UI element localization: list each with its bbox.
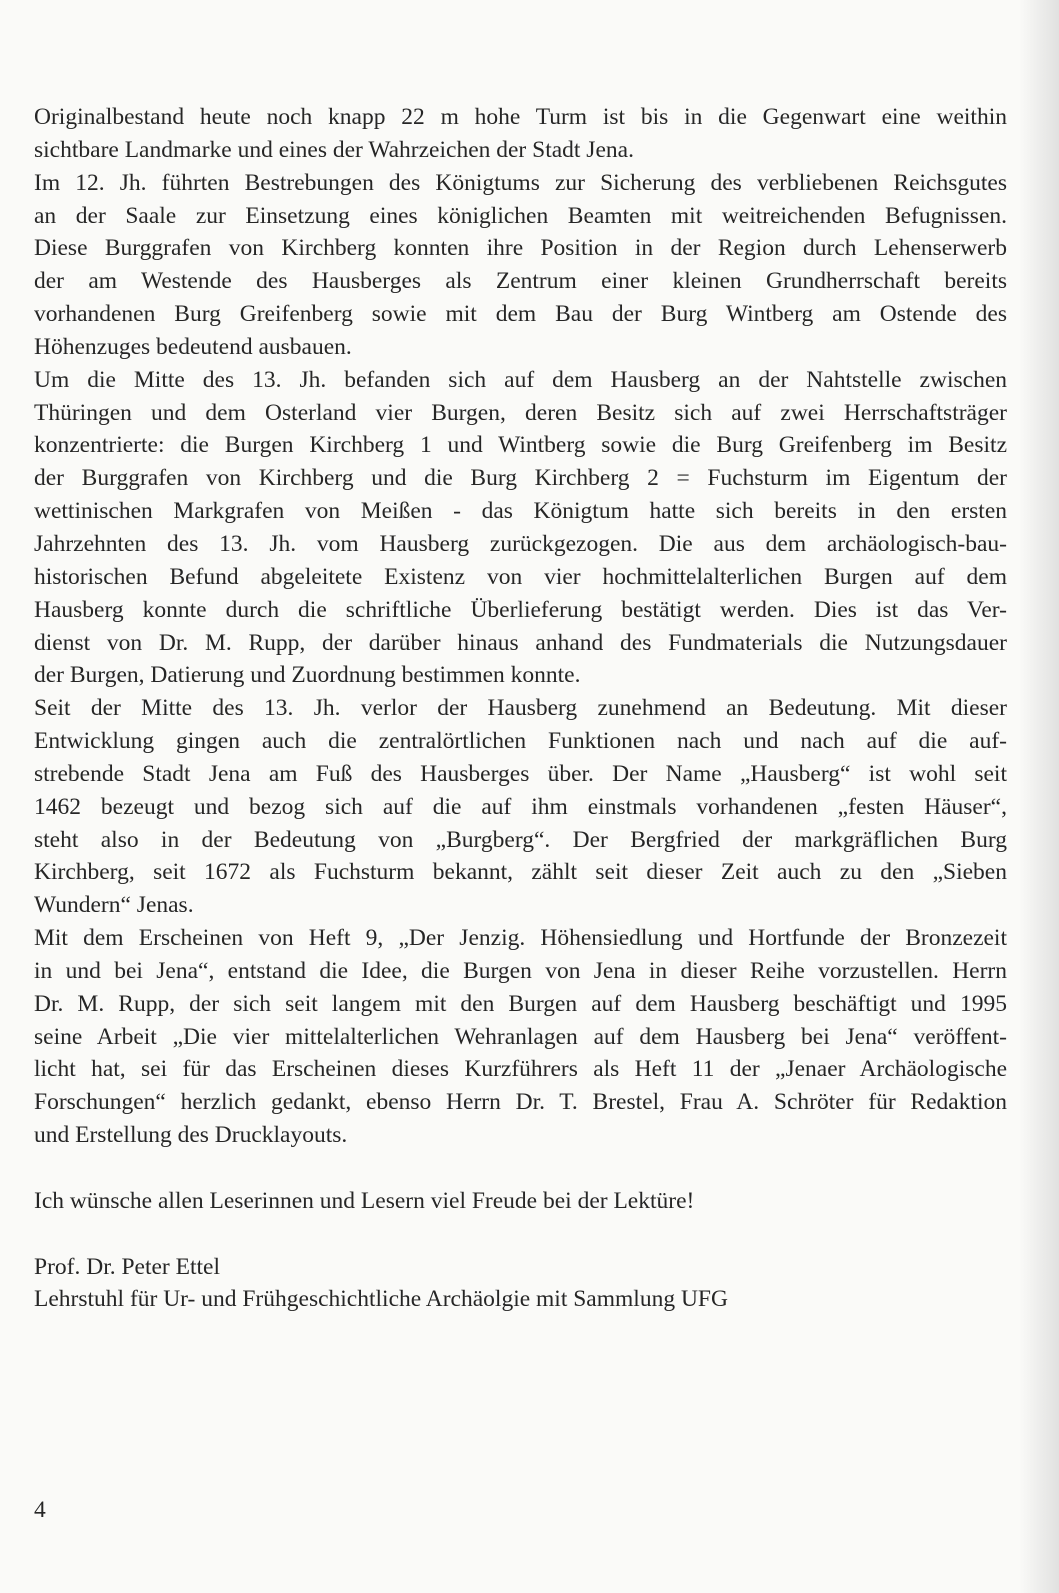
- text-line: Hausberg konnte durch die schriftliche Überlieferung bestätigt werden. Dies ist das Ver-: [34, 596, 1007, 623]
- text-line: an der Saale zur Einsetzung eines königlichen Beamten mit weitreichenden Befugnissen.: [34, 202, 1007, 229]
- text-line: Originalbestand heute noch knapp 22 m hohe Turm ist bis in die Gegenwart eine weithin: [34, 104, 1007, 130]
- paragraph: [34, 167, 1007, 364]
- text-line: konzentrierte: die Burgen Kirchberg 1 und Wintberg sowie die Burg Greifenberg im Besitz: [34, 432, 1007, 459]
- text-line: der Burggrafen von Kirchberg und die Burg Kirchberg 2 = Fuchsturm im Eigentum der: [34, 465, 1007, 492]
- text-line: strebende Stadt Jena am Fuß des Hausberges über. Der Name „Hausberg“ ist wohl seit: [34, 760, 1007, 787]
- closing-line: Ich wünsche allen Leserinnen und Lesern viel Freude bei der Lektüre!: [34, 1187, 695, 1214]
- text-line: Forschungen“ herzlich gedankt, ebenso Herrn Dr. T. Brestel, Frau A. Schröter für Redaktion: [34, 1089, 1007, 1116]
- text-line: wettinischen Markgrafen von Meißen - das Königtum hatte sich bereits in den ersten: [34, 498, 1007, 525]
- text-line: Wundern“ Jenas.: [34, 892, 194, 919]
- text-line: Im 12. Jh. führten Bestrebungen des Königtums zur Sicherung des verbliebenen Reichsgutes: [34, 169, 1007, 196]
- page-number: 4: [34, 1497, 46, 1523]
- text-line: Seit der Mitte des 13. Jh. verlor der Hausberg zunehmend an Bedeutung. Mit dieser: [34, 695, 1007, 722]
- paragraph: [34, 364, 1007, 692]
- signature-name: Prof. Dr. Peter Ettel: [34, 1253, 221, 1280]
- text-line: Jahrzehnten des 13. Jh. vom Hausberg zurückgezogen. Die aus dem archäologisch-bau-: [34, 530, 1007, 557]
- text-line: 1462 bezeugt und bezog sich auf die auf ihm einstmals vorhandenen „festen Häuser“,: [34, 793, 1007, 820]
- text-line: Höhenzuges bedeutend ausbauen.: [34, 333, 352, 360]
- text-line: der am Westende des Hausberges als Zentrum einer kleinen Grundherrschaft bereits: [34, 268, 1007, 295]
- text-line: Mit dem Erscheinen von Heft 9, „Der Jenzig. Höhensiedlung und Hortfunde der Bronzezeit: [34, 925, 1007, 952]
- signature-affiliation: Lehrstuhl für Ur- und Frühgeschichtliche Archäolgie mit Sammlung UFG: [34, 1286, 728, 1313]
- page-body: [34, 101, 1007, 1316]
- text-line: steht also in der Bedeutung von „Burgberg“. Der Bergfried der markgräflichen Burg: [34, 826, 1007, 853]
- body-text: [34, 101, 1007, 1152]
- text-line: sichtbare Landmarke und eines der Wahrzeichen der Stadt Jena.: [34, 136, 634, 163]
- text-line: Thüringen und dem Osterland vier Burgen, deren Besitz sich auf zwei Herrschaftsträger: [34, 399, 1007, 426]
- text-line: Um die Mitte des 13. Jh. befanden sich auf dem Hausberg an der Nahtstelle zwischen: [34, 366, 1007, 393]
- text-line: seine Arbeit „Die vier mittelalterlichen Wehranlagen auf dem Hausberg bei Jena“ veröffent-: [34, 1023, 1007, 1050]
- text-line: Dr. M. Rupp, der sich seit langem mit den Burgen auf dem Hausberg beschäftigt und 1995: [34, 990, 1007, 1017]
- text-line: Entwicklung gingen auch die zentralörtlichen Funktionen nach und nach auf die auf-: [34, 728, 1007, 755]
- page-edge-shadow: [1019, 0, 1059, 1593]
- text-line: dienst von Dr. M. Rupp, der darüber hinaus anhand des Fundmaterials die Nutzungsdauer: [34, 629, 1007, 656]
- text-line: Diese Burggrafen von Kirchberg konnten ihre Position in der Region durch Lehenserwerb: [34, 235, 1007, 262]
- text-line: Kirchberg, seit 1672 als Fuchsturm bekannt, zählt seit dieser Zeit auch zu den „Sieben: [34, 859, 1007, 886]
- text-line: und Erstellung des Drucklayouts.: [34, 1122, 348, 1149]
- text-line: vorhandenen Burg Greifenberg sowie mit dem Bau der Burg Wintberg am Ostende des: [34, 301, 1007, 328]
- text-line: licht hat, sei für das Erscheinen dieses Kurzführers als Heft 11 der „Jenaer Archäologische: [34, 1056, 1007, 1083]
- paragraph: [34, 692, 1007, 922]
- text-line: historischen Befund abgeleitete Existenz von vier hochmittelalterlichen Burgen auf dem: [34, 563, 1007, 590]
- paragraph: [34, 101, 1007, 167]
- text-line: der Burgen, Datierung und Zuordnung bestimmen konnte.: [34, 662, 581, 689]
- text-line: in und bei Jena“, entstand die Idee, die Burgen von Jena in dieser Reihe vorzustellen. Herrn: [34, 957, 1007, 984]
- paragraph: [34, 922, 1007, 1152]
